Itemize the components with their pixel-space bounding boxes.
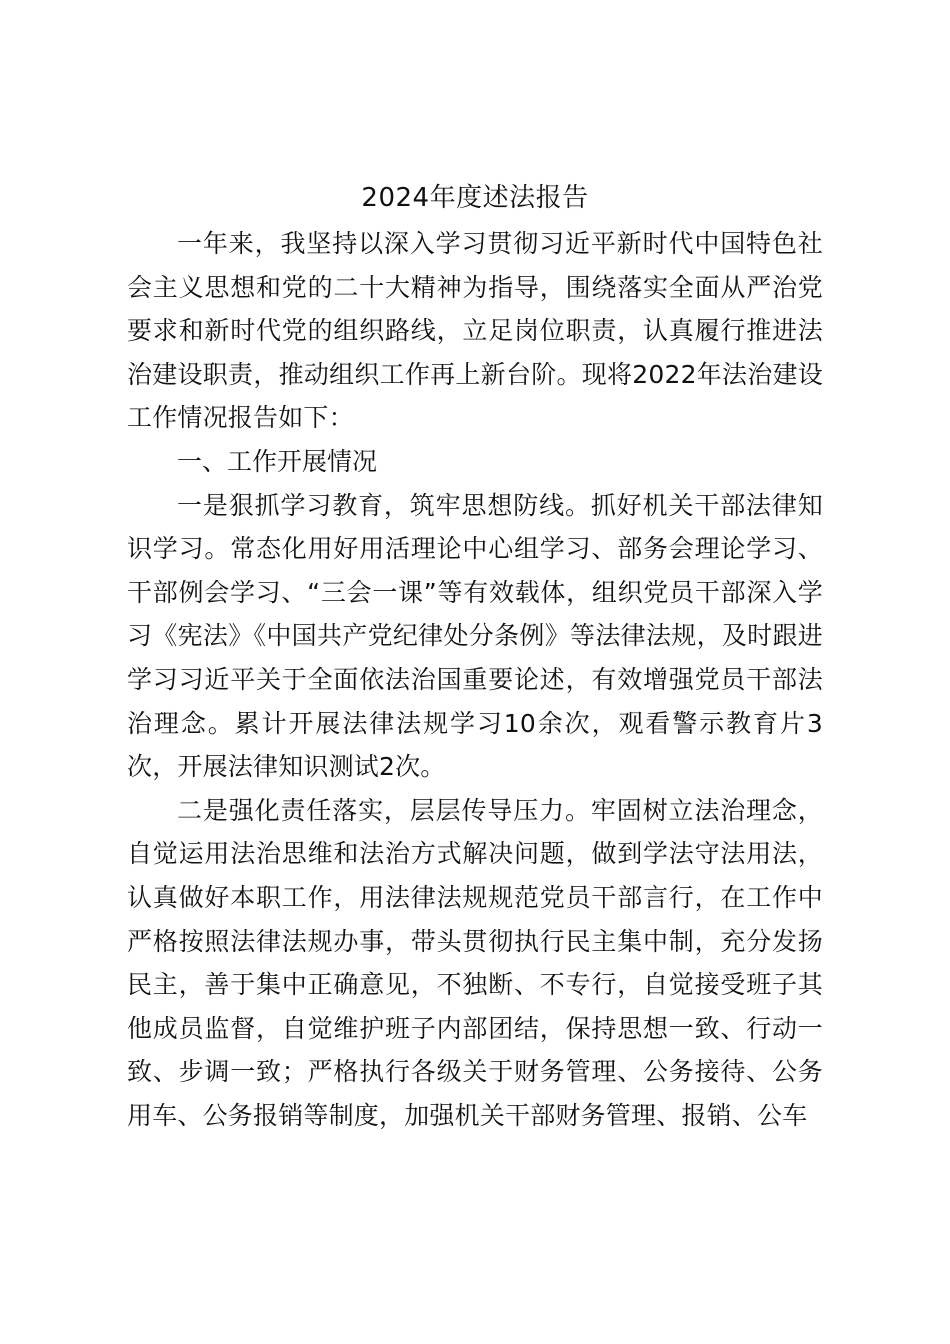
section-heading: 一、工作开展情况 xyxy=(177,446,378,476)
intro-paragraph: 一年来，我坚持以深入学习贯彻习近平新时代中国特色社会主义思想和党的二十大精神为指导，围绕落实全面从严治党要求和新时代党的组织路线，立足岗位职责，认真履行推进法治建设职责，推动组织工作再上新台阶。现将2022年法治建设工作情况报告如下： xyxy=(127,229,823,433)
body-paragraph-2: 二是强化责任落实，层层传导压力。牢固树立法治理念，自觉运用法治思维和法治方式解决问题，做到学法守法用法，认真做好本职工作，用法律法规规范党员干部言行，在工作中严格按照法律法规办事，带头贯彻执行民主集中制，充分发扬民主，善于集中正确意见，不独断、不专行，自觉接受班子其他成员监督，自觉维护班子内部团结，保持思想一致、行动一致、步调一致；严格执行各级关于财务管理、公务接待、公务用车、公务报销等制度，加强机关干部财务管理、报销、公车 xyxy=(127,795,823,1130)
document-body xyxy=(127,222,823,1137)
document-title: 2024年度述法报告 xyxy=(361,183,589,213)
body-paragraph-1: 一是狠抓学习教育，筑牢思想防线。抓好机关干部法律知识学习。常态化用好用活理论中心组学习、部务会理论学习、干部例会学习、“三会一课”等有效载体，组织党员干部深入学习《宪法》《中国共产党纪律处分条例》等法律法规，及时跟进学习习近平关于全面依法治国重要论述，有效增强党员干部法治理念。累计开展法律法规学习10余次，观看警示教育片3次，开展法律知识测试2次。 xyxy=(127,490,823,782)
